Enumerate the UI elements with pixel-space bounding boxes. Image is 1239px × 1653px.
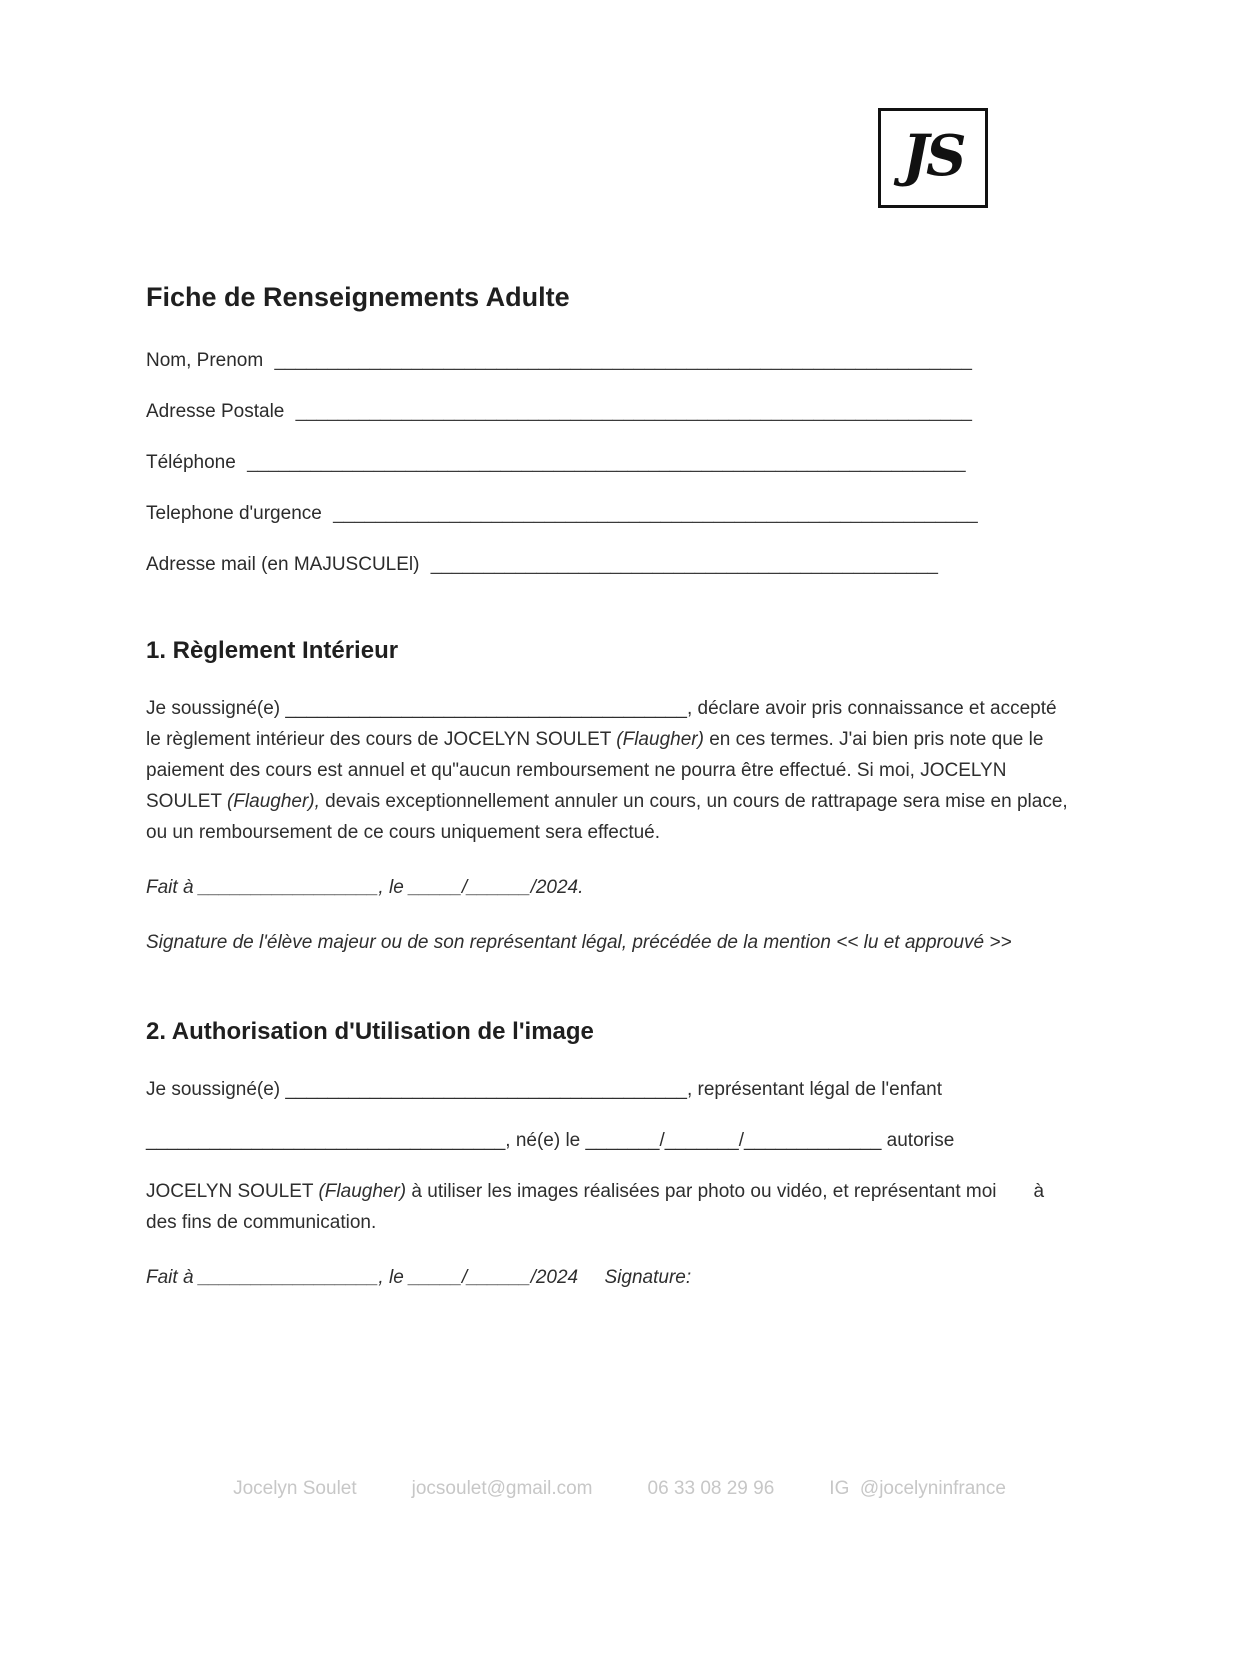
field-label-telephone: Téléphone: [146, 452, 236, 473]
section1-heading: 1. Règlement Intérieur: [146, 637, 399, 664]
field-nom-prenom: [146, 349, 1073, 373]
section1-text-3: devais exceptionnellement annuler un cours, un cours de rattrapage sera mise en place, ou un remboursement de ce cours uniquement sera effectué.: [146, 791, 1068, 843]
section1-text-1: Je soussigné(e) ______________________________________, déclare avoir pris connaissance et accepté le règlement intérieur des cours de JOCELYN SOULET: [146, 698, 1057, 750]
logo-initials: JS: [902, 123, 964, 189]
field-blank-nom-prenom: __________________________________________________________________: [274, 350, 972, 371]
section2-heading: 2. Authorisation d'Utilisation de l'image: [146, 1018, 594, 1045]
footer-phone: 06 33 08 29 96: [647, 1478, 775, 1499]
section2-fait-line: Fait à _________________, le _____/______/2024 Signature:: [146, 1267, 692, 1288]
section1-fait-line: Fait à _________________, le _____/______/2024.: [146, 877, 584, 898]
field-label-adresse-postale: Adresse Postale: [146, 401, 285, 422]
section1-flaugher-1: (Flaugher): [616, 729, 704, 750]
field-blank-adresse-postale: ________________________________________________________________: [295, 401, 972, 422]
section1-signature-note: Signature de l'élève majeur ou de son représentant légal, précédée de la mention << lu et approuvé >>: [146, 932, 1012, 953]
section2-text-2: à utiliser les images réalisées par photo ou vidéo, et représentant moi à des fins de communication.: [146, 1181, 1045, 1233]
field-blank-adresse-mail: ________________________________________________: [430, 554, 938, 575]
field-adresse-postale: [146, 400, 1073, 424]
footer: [146, 1478, 1093, 1500]
field-blank-telephone-urgence: _____________________________________________________________: [333, 503, 978, 524]
footer-email: jocsoulet@gmail.com: [411, 1478, 593, 1499]
section2-line1: Je soussigné(e) ______________________________________, représentant légal de l'enfant: [146, 1079, 942, 1100]
section1-paragraph: [146, 693, 1073, 848]
field-label-adresse-mail: Adresse mail (en MAJUSCULEl): [146, 554, 420, 575]
section1-flaugher-2: (Flaugher),: [226, 791, 320, 812]
field-telephone-urgence: [146, 502, 1073, 526]
field-blank-telephone: ____________________________________________________________________: [247, 452, 966, 473]
section2-paragraph: [146, 1176, 1073, 1238]
section2-line2: __________________________________, né(e) le _______/_______/_____________ autorise: [146, 1130, 955, 1151]
footer-name: Jocelyn Soulet: [233, 1478, 357, 1499]
field-adresse-mail: [146, 553, 1073, 577]
section2-flaugher: (Flaugher): [318, 1181, 407, 1202]
page-title: Fiche de Renseignements Adulte: [146, 282, 570, 312]
js-logo: [878, 108, 988, 208]
field-telephone: [146, 451, 1073, 475]
form-fields: [146, 349, 1073, 577]
section1-text-2: en ces termes. J'ai bien pris note que le paiement des cours est annuel et qu"aucun remboursement ne pourra être effectué. Si moi, JOCELYN SOULET: [146, 729, 1044, 812]
section2-text-1: JOCELYN SOULET: [146, 1181, 319, 1202]
footer-instagram: IG @jocelyninfrance: [829, 1478, 1006, 1499]
field-label-nom-prenom: Nom, Prenom: [146, 350, 264, 371]
logo-row: [146, 108, 1073, 208]
document-content: [146, 0, 1073, 1293]
field-label-telephone-urgence: Telephone d'urgence: [146, 503, 322, 524]
